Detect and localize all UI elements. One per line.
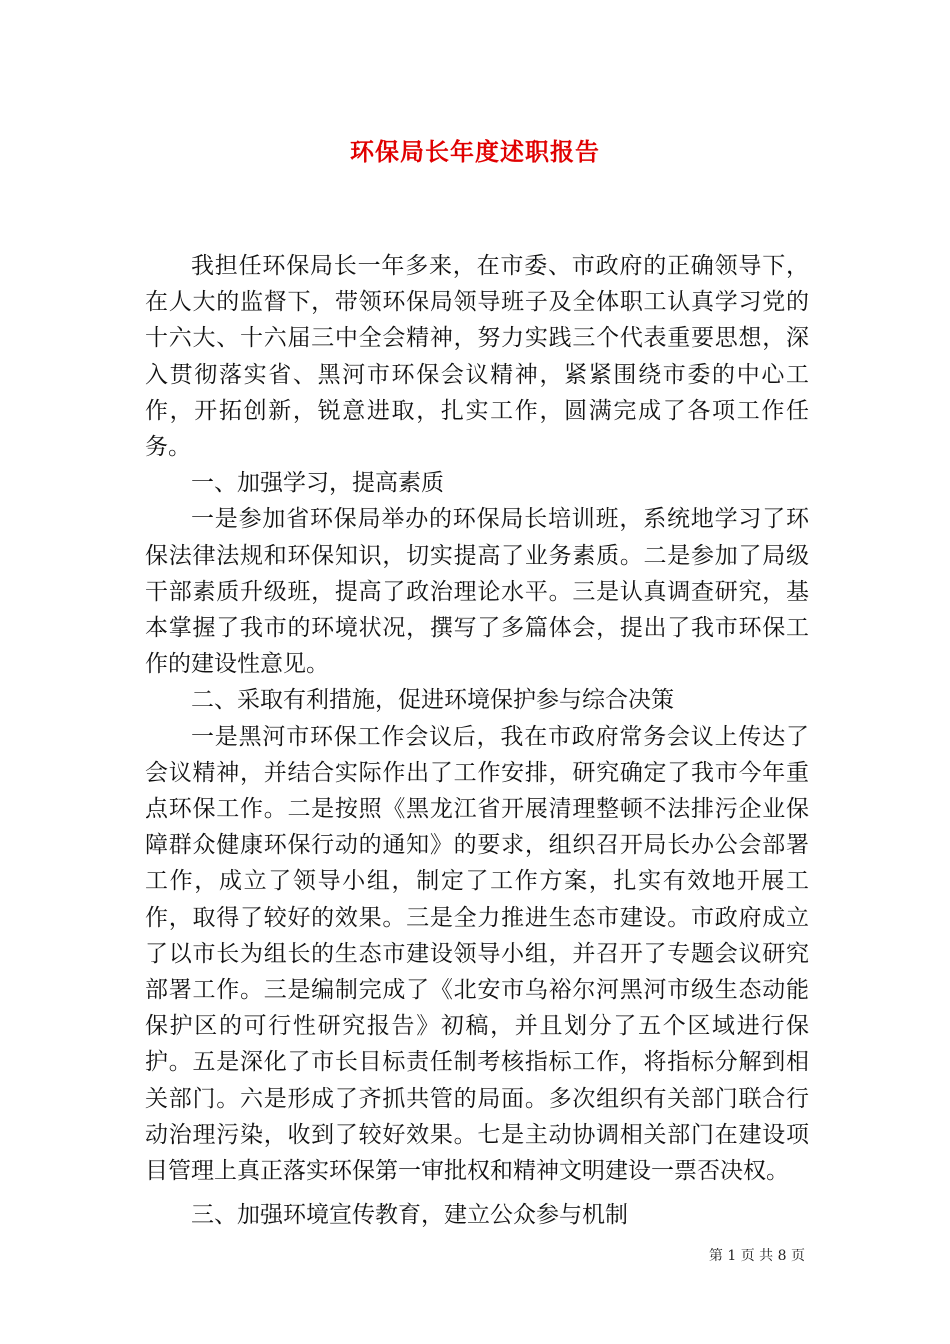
section-heading-2: 二、采取有利措施，促进环境保护参与综合决策 xyxy=(191,687,674,714)
page-title: 环保局长年度述职报告 xyxy=(350,137,600,166)
section-1-paragraph: 一是参加省环保局举办的环保局长培训班，系统地学习了环保法律法规和环保知识，切实提高了业务素质。二是参加了局级干部素质升级班，提高了政治理论水平。三是认真调查研究，基本掌握了我市的环境状况，撰写了多篇体会，提出了我市环保工作的建设性意见。 xyxy=(145,506,809,678)
section-2-paragraph: 一是黑河市环保工作会议后，我在市政府常务会议上传达了会议精神，并结合实际作出了工作安排，研究确定了我市今年重点环保工作。二是按照《黑龙江省开展清理整顿不法排污企业保障群众健康环保行动的通知》的要求，组织召开局长办公会部署工作，成立了领导小组，制定了工作方案，扎实有效地开展工作，取得了较好的效果。三是全力推进生态市建设。市政府成立了以市长为组长的生态市建设领导小组，并召开了专题会议研究部署工作。三是编制完成了《北安市乌裕尔河黑河市级生态动能保护区的可行性研究报告》初稿，并且划分了五个区域进行保护。五是深化了市长目标责任制考核指标工作，将指标分解到相关部门。六是形成了齐抓共管的局面。多次组织有关部门联合行动治理污染，收到了较好效果。七是主动协调相关部门在建设项目管理上真正落实环保第一审批权和精神文明建设一票否决权。 xyxy=(145,723,809,1185)
page-number-footer: 第 1 页 共 8 页 xyxy=(708,1248,805,1264)
document-body xyxy=(145,248,809,1233)
section-heading-3: 三、加强环境宣传教育，建立公众参与机制 xyxy=(191,1202,628,1229)
intro-paragraph: 我担任环保局长一年多来，在市委、市政府的正确领导下，在人大的监督下，带领环保局领导班子及全体职工认真学习党的十六大、十六届三中全会精神，努力实践三个代表重要思想，深入贯彻落实省、黑河市环保会议精神，紧紧围绕市委的中心工作，开拓创新，锐意进取，扎实工作，圆满完成了各项工作任务。 xyxy=(145,253,809,461)
section-heading-1: 一、加强学习，提高素质 xyxy=(191,470,444,497)
